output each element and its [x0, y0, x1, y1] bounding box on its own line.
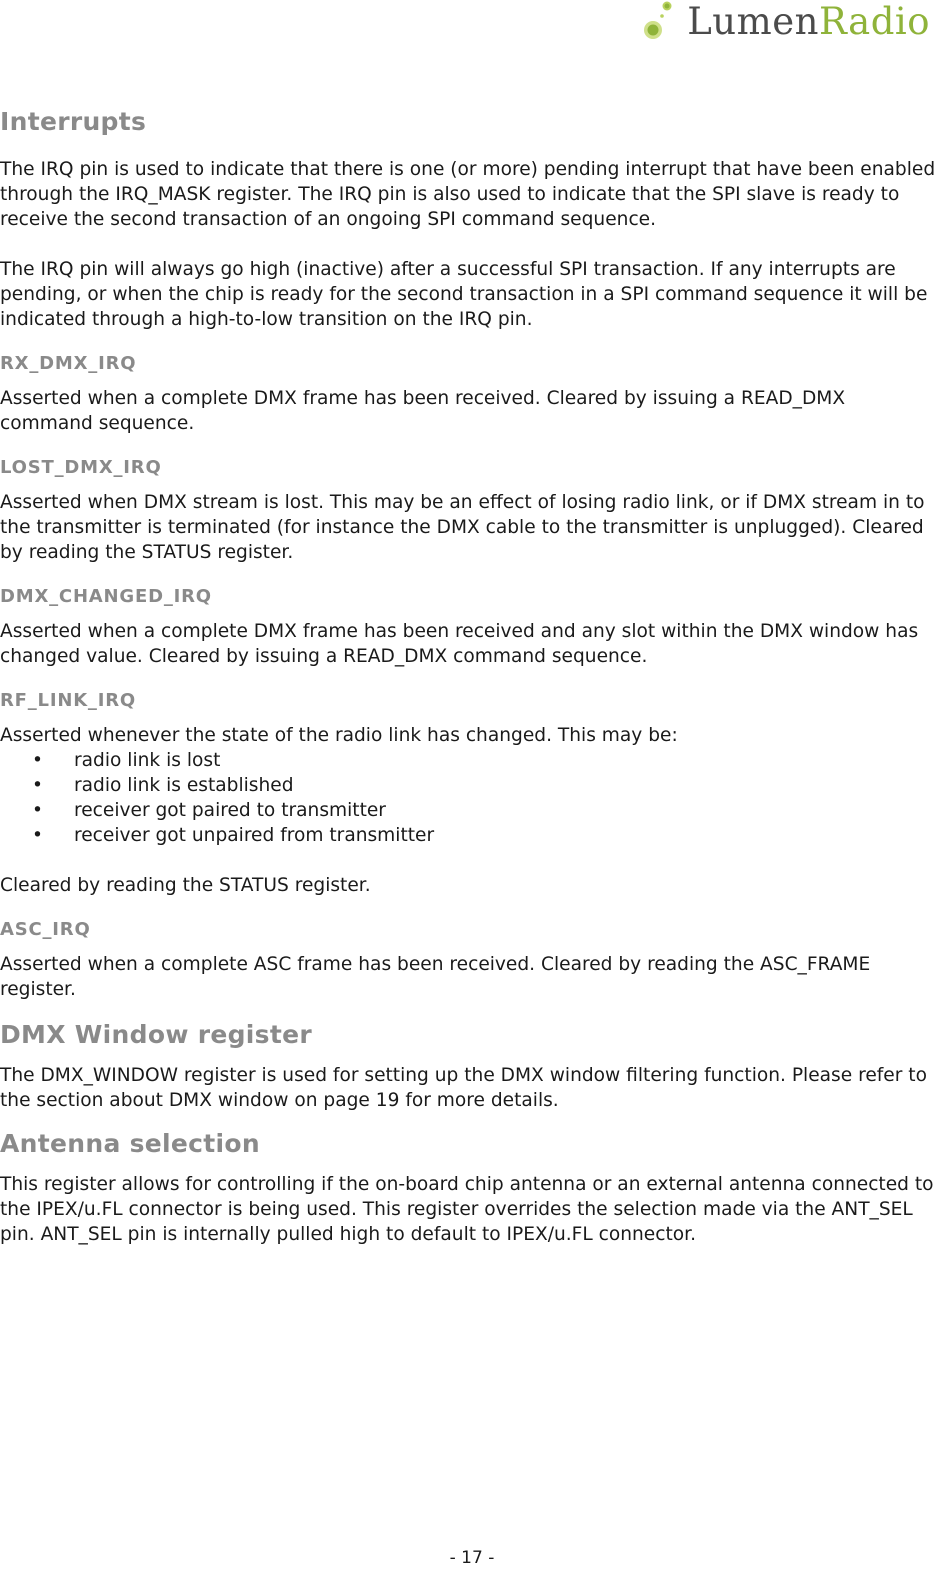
heading-interrupts: Interrupts: [0, 107, 147, 136]
rf-link-irq-list: [0, 748, 936, 848]
rx-dmx-irq-text: Asserted when a complete DMX frame has been received. Cleared by issuing a READ_DMX command sequence.: [0, 388, 846, 434]
heading-rf-link-irq: RF_LINK_IRQ: [0, 690, 136, 711]
list-item: [0, 748, 936, 773]
interrupts-paragraph-1: The IRQ pin is used to indicate that there is one (or more) pending interrupt that have been enabled through the IRQ_MASK register. The IRQ pin is also used to indicate that the SPI slave is ready to receive the second transaction of an ongoing SPI command sequence.: [0, 159, 936, 230]
list-item-text: receiver got unpaired from transmitter: [74, 825, 435, 846]
heading-dmx-window-register: DMX Window register: [0, 1020, 312, 1049]
list-item: [0, 773, 936, 798]
lumenradio-logo-icon: [641, 0, 681, 44]
heading-dmx-changed-irq: DMX_CHANGED_IRQ: [0, 586, 212, 607]
logo-text-radio: Radio: [818, 0, 930, 43]
list-item: [0, 798, 936, 823]
list-item-text: radio link is established: [74, 775, 294, 796]
page-content: [0, 107, 936, 1247]
page-number: - 17 -: [449, 1548, 495, 1568]
interrupts-paragraph-2: The IRQ pin will always go high (inactive) after a successful SPI transaction. If any interrupts are pending, or when the chip is ready for the second transaction in a SPI command sequence it will be indicated through a high-to-low transition on the IRQ pin.: [0, 259, 928, 330]
dmx-window-text: The DMX_WINDOW register is used for setting up the DMX window filtering function. Please refer to the section about DMX window on page 19 for more details.: [0, 1065, 927, 1111]
lost-dmx-irq-text: Asserted when DMX stream is lost. This may be an effect of losing radio link, or if DMX stream in to the transmitter is terminated (for instance the DMX cable to the transmitter is unplugged). Cleared by reading the STATUS register.: [0, 492, 925, 563]
rf-link-irq-text: Asserted whenever the state of the radio link has changed. This may be:: [0, 725, 678, 746]
heading-rx-dmx-irq: RX_DMX_IRQ: [0, 353, 137, 374]
logo-text-lumen: Lumen: [687, 0, 819, 43]
dmx-changed-irq-text: Asserted when a complete DMX frame has been received and any slot within the DMX window has changed value. Cleared by issuing a READ_DMX command sequence.: [0, 621, 919, 667]
bullet: •: [32, 750, 43, 771]
heading-lost-dmx-irq: LOST_DMX_IRQ: [0, 457, 162, 478]
list-item-text: receiver got paired to transmitter: [74, 800, 386, 821]
asc-irq-text: Asserted when a complete ASC frame has been received. Cleared by reading the ASC_FRAME register.: [0, 954, 871, 1000]
heading-antenna-selection: Antenna selection: [0, 1129, 260, 1158]
lumenradio-logo: [641, 0, 930, 44]
list-item-text: radio link is lost: [74, 750, 221, 771]
rf-link-irq-cleared-text: Cleared by reading the STATUS register.: [0, 875, 371, 896]
bullet: •: [32, 825, 43, 846]
heading-asc-irq: ASC_IRQ: [0, 919, 91, 940]
antenna-selection-text: This register allows for controlling if the on-board chip antenna or an external antenna connected to the IPEX/u.FL connector is being used. This register overrides the selection made via the ANT_SEL pin. ANT_SEL pin is internally pulled high to default to IPEX/u.FL connector.: [0, 1174, 934, 1245]
bullet: •: [32, 775, 43, 796]
list-item: [0, 823, 936, 848]
bullet: •: [32, 800, 43, 821]
